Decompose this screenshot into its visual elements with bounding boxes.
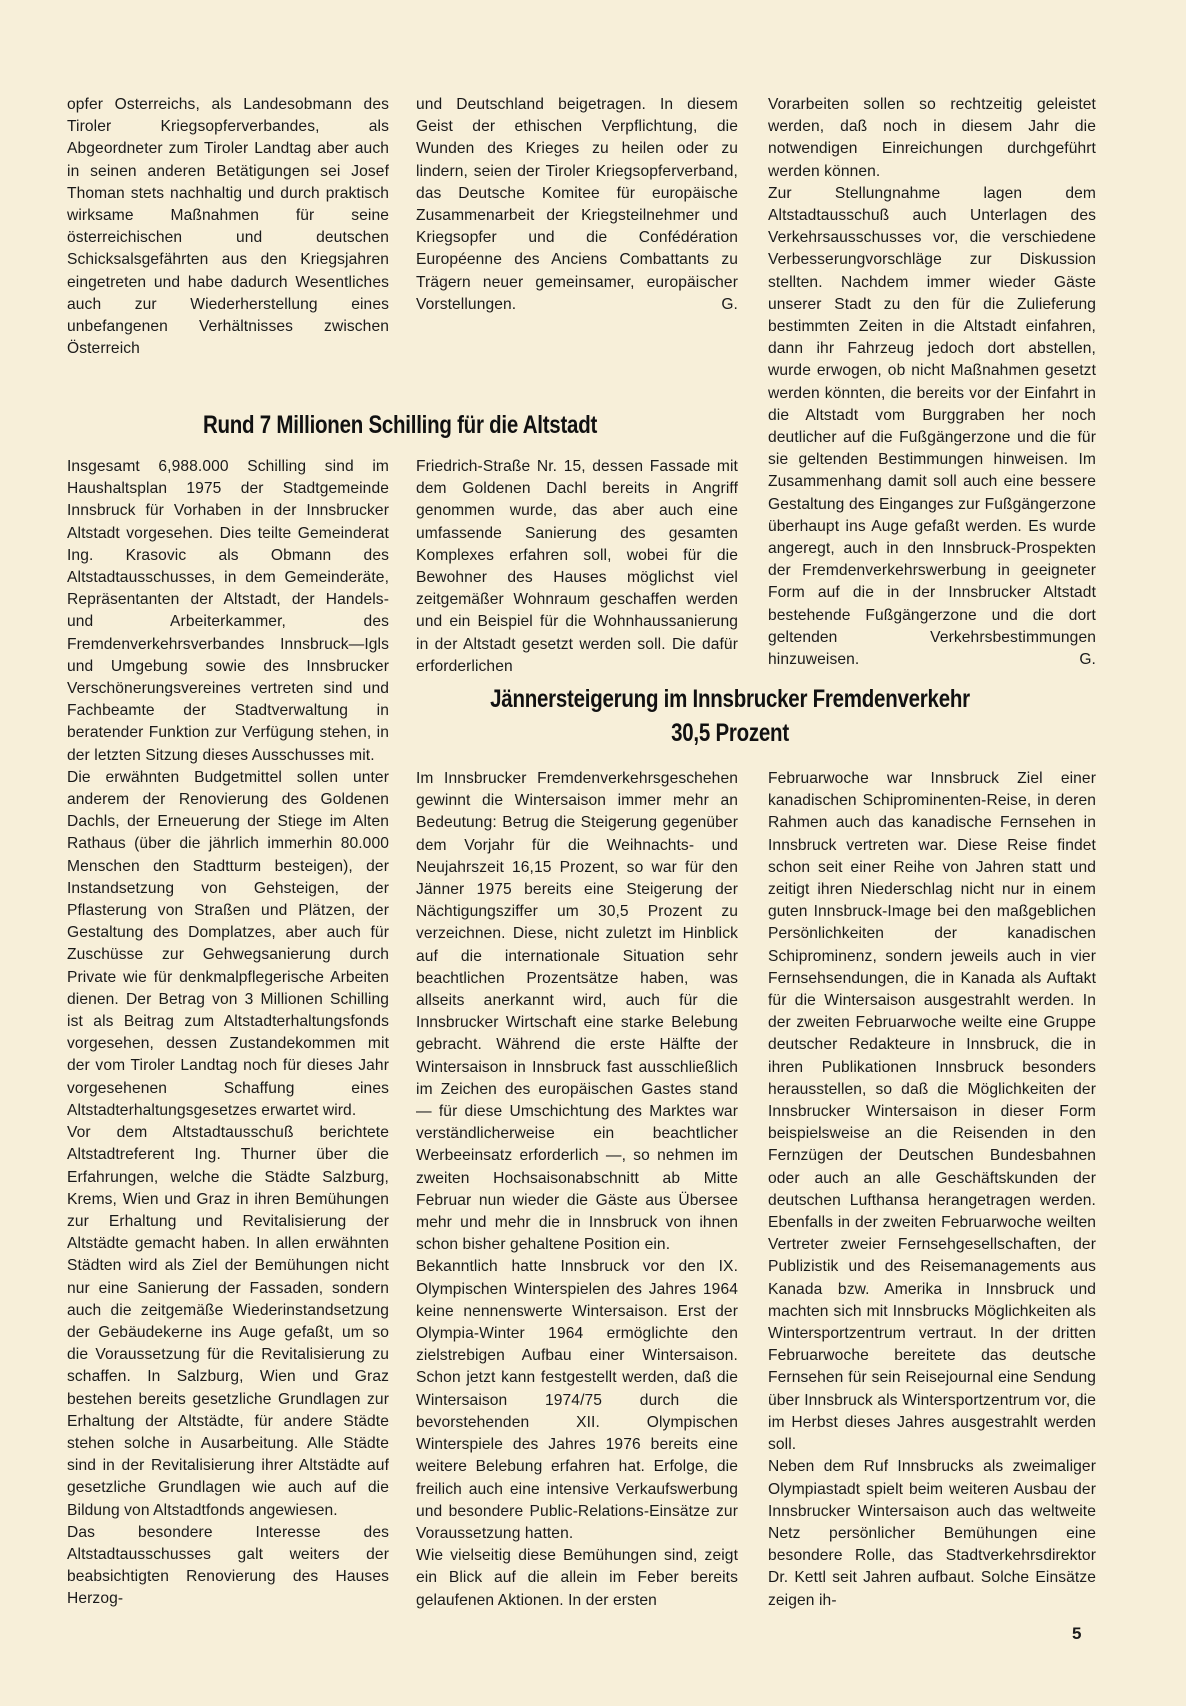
headline-line-1: Jännersteigerung im Innsbrucker Fremdenverkehr bbox=[490, 685, 970, 713]
paragraph: Bekanntlich hatte Innsbruck vor den IX. Olympischen Winterspielen des Jahres 1964 keine nennenswerte Wintersaison. Erst der Olympia-Winter 1964 ermöglichte den zielstrebigen Aufbau einer Wintersaison. Schon jetzt kann festgestellt werden, daß die Wintersaison 1974/75 durch die bevorstehenden XII. Olympischen Winterspiele des Jahres 1976 bereits eine weitere Belebung erfahren hat. Erfolge, die freilich auch eine intensive Verkaufswerbung und besondere Public-Relations-Einsätze zur Voraussetzung hatten. bbox=[416, 1258, 738, 1542]
article-1-column-1 bbox=[67, 456, 389, 1611]
paragraph: Vor dem Altstadtausschuß berichtete Altstadtreferent Ing. Thurner über die Erfahrungen, welche die Städte Salzburg, Krems, Wien und Graz in ihren Bemühungen zur Erhaltung und Revitalisierung der Altstädte gemacht haben. In allen erwähnten Städten wird als Ziel der Bemühungen nicht nur eine Sanierung der Fassaden, sondern auch die zeitgemäße Wiederinstandsetzung der Gebäudekerne ins Auge gefaßt, um so die Voraussetzung für die Revitalisierung zu schaffen. In Salzburg, Wien und Graz bestehen bereits gesetzliche Grundlagen zur Erhaltung der Altstädte, für andere Städte stehen solche in Ausarbeitung. Alle Städte sind in der Revitalisierung ihrer Altstädte auf gesetzliche Grundlagen wie auch auf die Bildung von Altstadtfonds angewiesen. bbox=[67, 1124, 389, 1519]
paragraph: Friedrich-Straße Nr. 15, dessen Fassade mit dem Goldenen Dachl bereits in Angriff genommen wurde, das aber auch eine umfassende Sanierung des gesamten Komplexes erfahren soll, wobei für die Bewohner des Hauses möglichst viel zeitgemäßer Wohnraum geschaffen werden und ein Beispiel für die Wohnhaussanierung in der Altstadt gesetzt werden soll. Die dafür erforderlichen bbox=[416, 458, 738, 675]
paragraph: Februarwoche war Innsbruck Ziel einer kanadischen Schiprominenten-Reise, in deren Rahmen auch das kanadische Fernsehen in Innsbruck vertreten war. Diese Reise findet schon seit einer Reihe von Jahren statt und zeitigt ihren Niederschlag nicht nur in einem guten Innsbruck-Image bei den maßgeblichen Persönlichkeiten der kanadischen Schiprominenz, sondern jeweils auch in vier Fernsehsendungen, die in Kanada als Auftakt für die Wintersaison ausgestrahlt werden. In der zweiten Februarwoche weilte eine Gruppe deutscher Redakteure in Innsbruck, die in ihren Publikationen Innsbruck besonders herausstellen, so daß die Möglichkeiten der Innsbrucker Wintersaison in dieser Form beispielsweise an die Reisenden in den Fernzügen der Deutschen Bundesbahnen oder auch an alle Geschäftskunden der deutschen Lufthansa herangetragen werden. Ebenfalls in der zweiten Februarwoche weilten Vertreter zweier Fernsehgesellschaften, der Publizistik und des Reisemanagements aus Kanada bzw. Amerika in Innsbruck und machten sich mit Innsbrucks Möglichkeiten als Wintersportzentrum vertraut. In der dritten Februarwoche bereitete das deutsche Fernsehen für sein Reisejournal eine Sendung über Innsbruck als Wintersportzentrum vor, die im Herbst dieses Jahres ausgestrahlt werden soll. bbox=[768, 770, 1096, 1454]
paragraph: Wie vielseitig diese Bemühungen sind, zeigt ein Blick auf die allein im Feber bereits gelaufenen Aktionen. In der ersten bbox=[416, 1547, 738, 1609]
author-signature: G. bbox=[1079, 651, 1096, 669]
continuation-column-2 bbox=[416, 94, 738, 316]
headline-line-2: 30,5 Prozent bbox=[671, 719, 789, 747]
article-2-column-1 bbox=[416, 768, 738, 1612]
paragraph: Das besondere Interesse des Altstadtausschusses galt weiters der beabsichtigten Renovierung des Hauses Herzog- bbox=[67, 1523, 389, 1608]
paragraph: Vorarbeiten sollen so rechtzeitig geleistet werden, daß noch in diesem Jahr die notwendigen Einreichungen durchgeführt werden können. bbox=[768, 96, 1096, 180]
article-2-headline bbox=[476, 682, 984, 750]
paragraph: Zur Stellungnahme lagen dem Altstadtausschuß auch Unterlagen des Verkehrsausschusses vor, die verschiedene Verbesserungvorschläge zur Diskussion stellten. Nachdem immer wieder Gäste unserer Stadt zu den für die Zulieferung bestimmten Zeiten in die Altstadt einfahren, dann ihr Fahrzeug jedoch dort abstellen, wurde erwogen, ob nicht Maßnahmen gesetzt werden könnten, die bereits vor der Einfahrt in die Altstadt vom Burggraben her noch deutlicher auf die Fußgängerzone und die für sie geltenden Bestimmungen hinweisen. Im Zusammenhang damit soll auch eine bessere Gestaltung des Einganges zur Fußgängerzone überhaupt ins Auge gefaßt werden. Es wurde angeregt, auch in den Innsbruck-Prospekten der Fremdenverkehrswerbung in geeigneter Form auf die in der Innsbrucker Altstadt bestehende Fußgängerzone und die dort geltenden Verkehrsbestimmungen hinzuweisen. bbox=[768, 184, 1096, 669]
paragraph: Die erwähnten Budgetmittel sollen unter anderem der Renovierung des Goldenen Dachls, der Erneuerung der Stiege im Alten Rathaus (über die jährlich immerhin 80.000 Menschen den Stadtturm besteigen), der Instandsetzung von Gehsteigen, der Pflasterung von Straßen und Plätzen, der Gestaltung des Domplatzes, aber auch für Zuschüsse zur Gehwegsanierung durch Private wie für denkmalpflegerische Arbeiten dienen. Der Betrag von 3 Millionen Schilling ist als Beitrag zum Altstadterhaltungsfonds vorgesehen, dessen Zustandekommen mit der vom Tiroler Landtag noch für dieses Jahr vorgesehenen Schaffung eines Altstadterhaltungsgesetzes erwartet wird. bbox=[67, 768, 389, 1119]
author-signature: G. bbox=[721, 296, 738, 314]
page-number: 5 bbox=[1072, 1624, 1082, 1643]
paragraph: opfer Osterreichs, als Landesobmann des Tiroler Kriegsopferverbandes, als Abgeordneter zum Tiroler Landtag aber auch in seinen anderen Betätigungen sei Josef Thoman stets nachhaltig und durch praktisch wirksame Maßnahmen für seine österreichischen und deutschen Schicksalsgefährten aus den Kriegsjahren eingetreten und habe dadurch Wesentliches auch zur Wiederherstellung eines unbefangenen Verhältnisses zwischen Österreich bbox=[67, 96, 389, 358]
paragraph: Insgesamt 6,988.000 Schilling sind im Haushaltsplan 1975 der Stadtgemeinde Innsbruck für Vorhaben in der Innsbrucker Altstadt vorgesehen. Dies teilte Gemeinderat Ing. Krasovic als Obmann des Altstadtausschusses, in dem Gemeinderäte, Repräsentanten der Altstadt, der Handels- und Arbeiterkammer, des Fremdenverkehrsverbandes Innsbruck—Igls und Umgebung sowie des Innsbrucker Verschönerungsvereines vertreten sind und Fachbeamte der Stadtverwaltung in beratender Funktion zur Verfügung stehen, in der letzten Sitzung dieses Ausschusses mit. bbox=[67, 458, 389, 764]
article-1-headline: Rund 7 Millionen Schilling für die Altstadt bbox=[202, 411, 598, 439]
continuation-column-1 bbox=[67, 94, 389, 360]
article-2-column-2 bbox=[768, 768, 1096, 1612]
article-1-column-2 bbox=[416, 456, 738, 678]
paragraph: Im Innsbrucker Fremdenverkehrsgeschehen gewinnt die Wintersaison immer mehr an Bedeutung: Betrug die Steigerung gegenüber dem Vorjahr für die Weihnachts- und Neujahrszeit 16,15 Prozent, so war für den Jänner 1975 bereits eine Steigerung der Nächtigungsziffer um 30,5 Prozent zu verzeichnen. Diese, nicht zuletzt im Hinblick auf die internationale Situation sehr beachtlichen Prozentsätze haben, was allseits anerkannt wird, auch für die Innsbrucker Wirtschaft eine starke Belebung gebracht. Während die erste Hälfte der Wintersaison in Innsbruck fast ausschließlich im Zeichen des europäischen Gastes stand — für diese Umschichtung des Marktes war verständlicherweise ein beachtlicher Werbeeinsatz erforderlich —, so nehmen im zweiten Hochsaisonabschnitt ab Mitte Februar nun wieder die Gäste aus Übersee mehr und mehr die in Innsbruck von ihnen schon bisher gehaltene Position ein. bbox=[416, 770, 738, 1254]
paragraph: und Deutschland beigetragen. In diesem Geist der ethischen Verpflichtung, die Wunden des Krieges zu heilen oder zu lindern, seien der Tiroler Kriegsopferverband, das Deutsche Komitee für europäische Zusammenarbeit der Kriegsteilnehmer und Kriegsopfer und die Confédération Européenne des Anciens Combattants zu Trägern neuer gemeinsamer, europäischer Vorstellungen. bbox=[416, 96, 738, 313]
article-1-column-3 bbox=[768, 94, 1096, 671]
paragraph: Neben dem Ruf Innsbrucks als zweimaliger Olympiastadt spielt beim weiteren Ausbau der Innsbrucker Wintersaison auch das weltweite Netz persönlicher Bemühungen eine besondere Rolle, das Stadtverkehrsdirektor Dr. Kettl seit Jahren aufbaut. Solche Einsätze zeigen ih- bbox=[768, 1458, 1096, 1609]
